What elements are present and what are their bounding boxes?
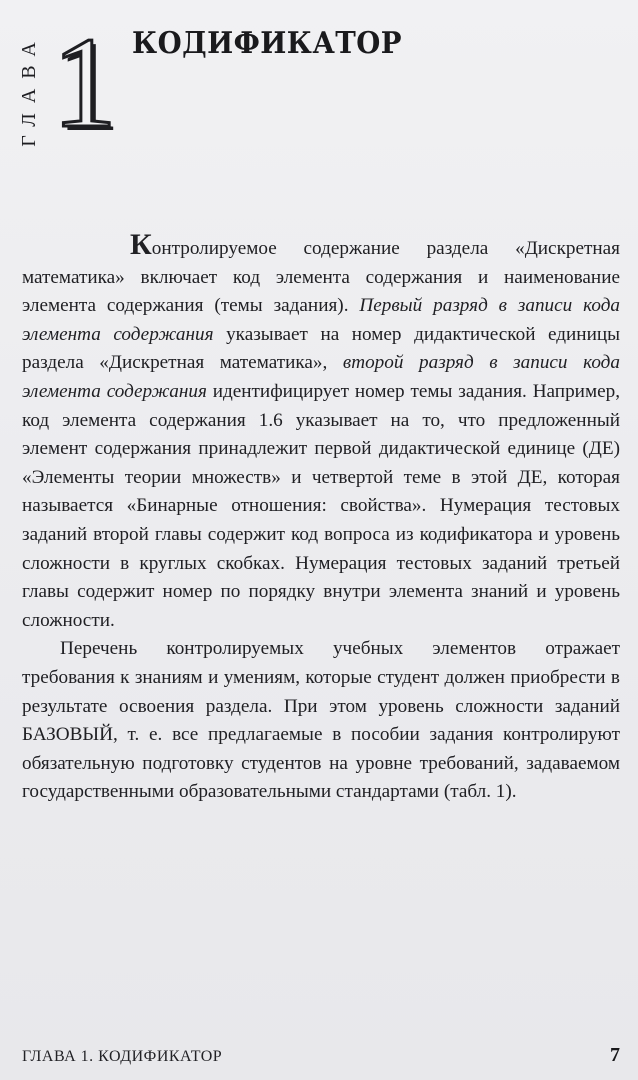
paragraph-1-part-2: указывает на номер дидактической единицы раздела «Дискретная математика», bbox=[22, 323, 620, 374]
dropcap-letter: К bbox=[130, 228, 152, 261]
paragraph-1-part-1: онтролируемое содержание раздела «Дискретная математика» включает код элемента содержания и наименование элемента содержания (темы задания). bbox=[22, 238, 620, 317]
page-footer bbox=[22, 1044, 620, 1070]
running-head: ГЛАВА 1. КОДИФИКАТОР bbox=[22, 1048, 223, 1065]
paragraph-1-part-3: идентифицирует номер темы задания. Например, код элемента содержания 1.6 указывает на то, что предложенный элемент содержания принадлежит первой дидактической единице (ДЕ) «Элементы теории множеств» и четвертой теме в этой ДЕ, которая называется «Бинарные отношения: свойства». Нумерация тестовых заданий второй главы содержит код вопроса из кодификатора и уровень сложности в круглых скобках. Нумерация тестовых заданий третьей главы содержит номер по порядку внутри элемента знаний и уровень сложности. bbox=[22, 380, 620, 631]
body-text bbox=[22, 230, 620, 807]
paragraph-1-italic-2: второй разряд в записи кода элемента содержания bbox=[22, 352, 620, 402]
paragraph-2: Перечень контролируемых учебных элементов отражает требования к знаниям и умениям, которые студент должен приобрести в результате освоения раздела. При этом уровень сложности заданий БАЗОВЫЙ, т. е. все предлагаемые в пособии задания контролируют обязательную подготовку студентов на уровне требований, задаваемом государственными образовательными стандартами (табл. 1). bbox=[22, 638, 620, 803]
chapter-vertical-label bbox=[14, 31, 44, 147]
paragraph-1-italic-1: Первый разряд в записи кода элемента содержания bbox=[22, 295, 620, 345]
page-number: 7 bbox=[610, 1044, 620, 1066]
chapter-title: КОДИФИКАТОР bbox=[132, 26, 403, 61]
chapter-number: 1 bbox=[52, 11, 117, 155]
paragraph-1 bbox=[22, 230, 620, 635]
chapter-vertical-text: ГЛАВА bbox=[17, 31, 40, 147]
